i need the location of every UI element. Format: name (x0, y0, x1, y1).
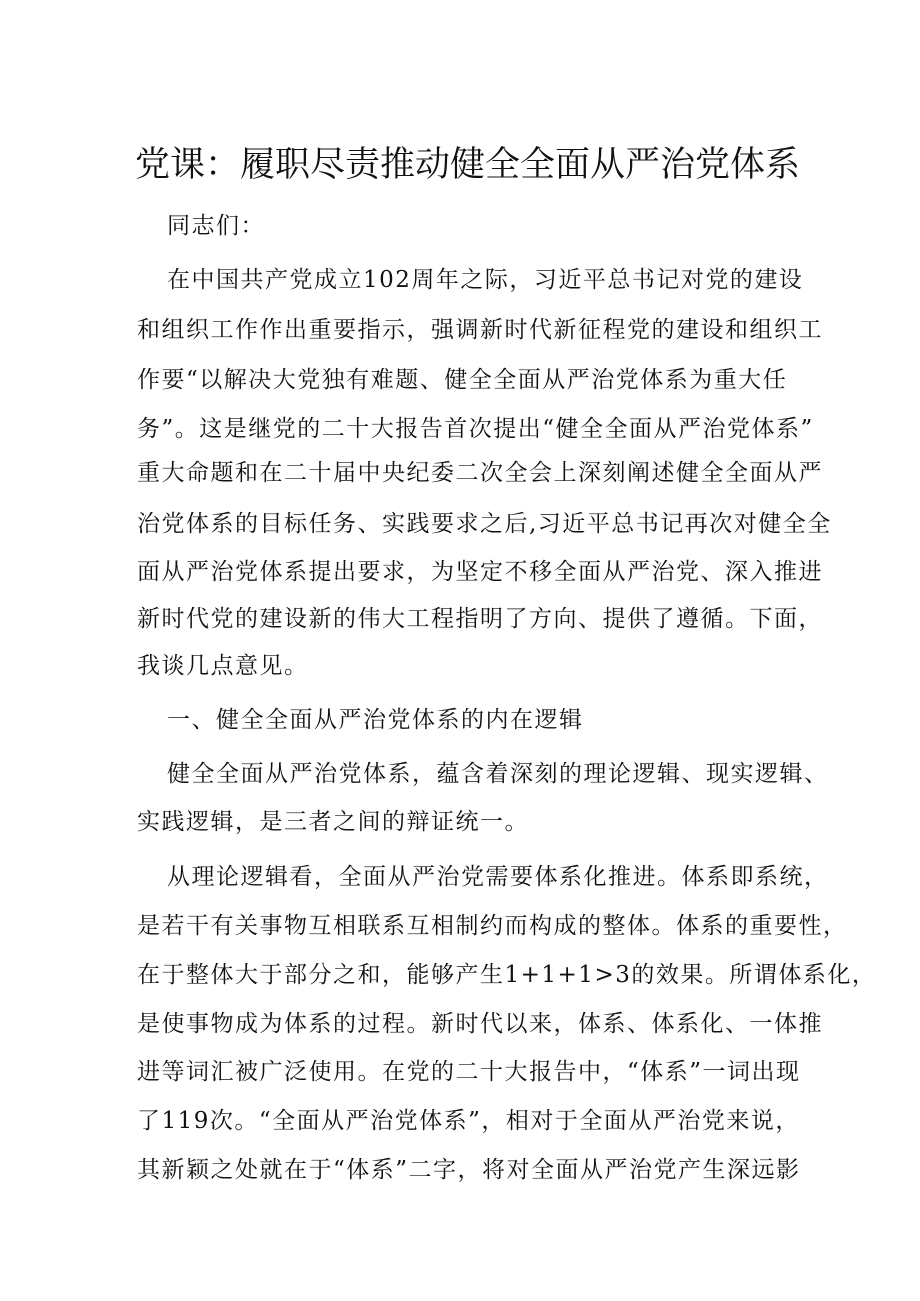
body-line: 我谈几点意见。 (137, 653, 309, 679)
body-line: 从理论逻辑看，全面从严治党需要体系化推进。体系即系统， (167, 864, 829, 890)
body-line: 是若干有关事物互相联系互相制约而构成的整体。体系的重要性， (137, 913, 848, 939)
body-line: 和组织工作作出重要指示，强调新时代新征程党的建设和组织工 (137, 317, 823, 343)
greeting-line: 同志们： (167, 213, 265, 239)
body-line: 了119次。“全面从严治党体系”，相对于全面从严治党来说， (137, 1108, 800, 1134)
body-line: 实践逻辑，是三者之间的辩证统一。 (137, 809, 529, 835)
body-line: 作要“以解决大党独有难题、健全全面从严治党体系为重大任 (137, 367, 788, 393)
body-line: 重大命题和在二十届中央纪委二次全会上深刻阐述健全全面从严 (137, 460, 823, 486)
body-line: 面从严治党体系提出要求，为坚定不移全面从严治党、深入推进 (137, 559, 823, 585)
body-line: 在于整体大于部分之和，能够产生1+1+1>3的效果。所谓体系化， (137, 962, 877, 988)
body-line: 是使事物成为体系的过程。新时代以来，体系、体系化、一体推 (137, 1011, 823, 1037)
document-title: 党课：履职尽责推动健全全面从严治党体系 (135, 145, 801, 185)
body-line: 在中国共产党成立102周年之际，习近平总书记对党的建设 (167, 267, 804, 293)
body-line: 务”。这是继党的二十大报告首次提出“健全全面从严治党体系” (137, 416, 814, 442)
body-line: 治党体系的目标任务、实践要求之后,习近平总书记再次对健全全 (137, 511, 832, 537)
section-heading: 一、健全全面从严治党体系的内在逻辑 (167, 707, 584, 733)
body-line: 新时代党的建设新的伟大工程指明了方向、提供了遵循。下面， (137, 606, 823, 632)
body-line: 进等词汇被广泛使用。在党的二十大报告中，“体系”一词出现 (137, 1059, 801, 1085)
body-line: 其新颖之处就在于“体系”二字，将对全面从严治党产生深远影 (137, 1157, 801, 1183)
body-line: 健全全面从严治党体系，蕴含着深刻的理论逻辑、现实逻辑、 (167, 761, 829, 787)
